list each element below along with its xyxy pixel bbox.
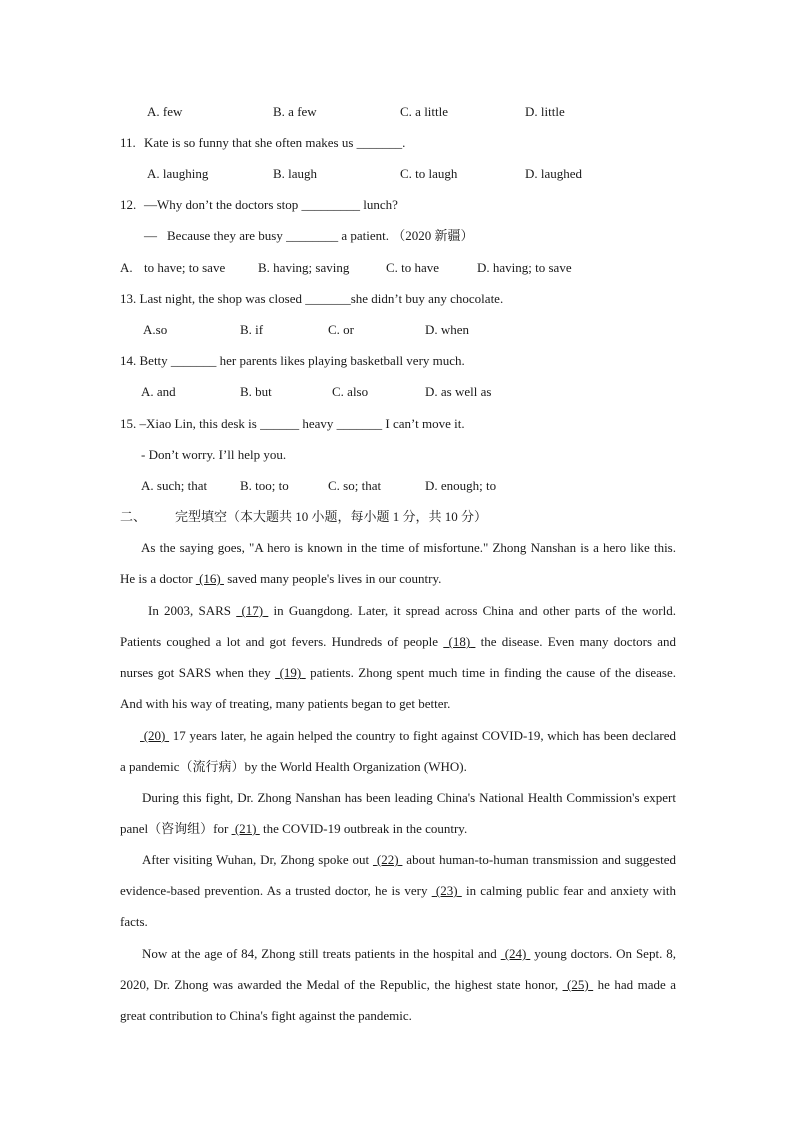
q12-option-c[interactable]: C. to have [386,260,440,275]
p4-text-a: During this fight, Dr. Zhong Nanshan has been leading China's National Health Commission's expert panel（咨询组）for [120,790,676,837]
blank-17[interactable] [236,603,268,618]
q12-option-a-letter: A. [120,260,133,275]
q12-number: 12. [120,197,137,212]
blank-16-label: (16) [199,571,221,587]
section-title: 完型填空（本大题共 10 小题，每小题 1 分，共 10 分） [175,509,488,524]
p4-text-c: the COVID-19 outbreak in the country. [259,821,468,837]
q12-stem: —Why don’t the doctors stop _________ lunch? [144,197,398,212]
blank-23[interactable] [432,883,462,898]
p6-text-a: Now at the age of 84, Zhong still treats patients in the hospital and [142,946,501,961]
q14-option-c[interactable]: C. also [332,384,369,399]
blank-25-label: (25) [567,977,589,993]
q15-option-c[interactable]: C. so; that [328,478,382,493]
q14-option-d[interactable]: D. as well as [425,384,492,399]
p5-text-d: in calming public fear and anxiety with facts. [120,883,677,930]
q11-option-d[interactable]: D. laughed [525,166,583,181]
q15-stem: 15. –Xiao Lin, this desk is ______ heavy _______ I can’t move it. [120,416,465,431]
q12-dialogue-dash: — [144,228,157,243]
q14-option-b[interactable]: B. but [240,384,272,399]
blank-16[interactable] [196,571,224,586]
passage-paragraph-4 [120,782,676,844]
p5-text-c: about human-to-human transmission and suggested evidence-based prevention. As a trusted doctor, he is very [120,852,677,899]
p1-text-c: saved many people's lives in our country. [223,571,442,587]
q13-option-a[interactable]: A.so [143,322,168,337]
blank-18[interactable] [443,634,475,649]
blank-24-label: (24) [504,946,527,961]
blank-17-label: (17) [241,603,264,618]
blank-24[interactable] [501,946,531,961]
passage-paragraph-2 [120,595,676,719]
p3-text-a: 17 years later, he again helped the country to fight against COVID-19, which has been declared a pandemic（流行病）by the World Health Organization (WHO). [120,728,677,775]
q12-dialogue: Because they are busy ________ a patient. （2020 新疆） [167,228,474,243]
blank-25[interactable] [563,977,594,992]
blank-22-label: (22) [376,852,399,867]
q13-option-d[interactable]: D. when [425,322,470,337]
passage-paragraph-5 [120,844,676,937]
q14-option-a[interactable]: A. and [141,384,176,399]
q11-option-b[interactable]: B. laugh [273,166,318,181]
blank-20-label: (20) [143,728,166,743]
q11-option-c[interactable]: C. to laugh [400,166,458,181]
blank-19[interactable] [275,665,306,680]
q13-option-c[interactable]: C. or [328,322,354,337]
p2-text-a: In 2003, SARS [148,603,237,618]
q11-number: 11. [120,135,136,150]
q13-stem: 13. Last night, the shop was closed _______she didn’t buy any chocolate. [120,291,504,306]
blank-21[interactable] [232,821,260,836]
q12-option-b[interactable]: B. having; saving [258,260,350,275]
q15-option-a[interactable]: A. such; that [141,478,208,493]
q15-option-b[interactable]: B. too; to [240,478,289,493]
blank-21-label: (21) [234,821,257,837]
p5-text-a: After visiting Wuhan, Dr, Zhong spoke out [142,852,373,867]
passage-paragraph-6 [120,938,676,1031]
p1-text-a: As the saying goes, "A hero is known in the time of misfortune." Zhong Nanshan is a hero like this. He is a doctor [120,540,676,587]
p6-text-d: he had made a great contribution to China's fight against the pandemic. [120,977,676,1024]
blank-22[interactable] [373,852,402,867]
p6-text-c: young doctors. On Sept. 8, 2020, Dr. Zhong was awarded the Medal of the Republic, the highest state honor, [120,946,677,993]
q10-option-a[interactable]: A. few [147,104,183,119]
q11-stem: Kate is so funny that she often makes us _______. [144,135,406,150]
blank-19-label: (19) [279,665,302,681]
q14-stem: 14. Betty _______ her parents likes playing basketball very much. [120,353,465,368]
p2-text-d: the disease. Even many doctors and nurses got SARS when they [120,634,676,681]
q15-reply: - Don’t worry. I’ll help you. [141,447,287,462]
passage-paragraph-1 [120,532,676,594]
q10-option-b[interactable]: B. a few [273,104,317,119]
blank-18-label: (18) [448,634,471,650]
q11-option-a[interactable]: A. laughing [147,166,209,181]
blank-20[interactable] [140,728,169,743]
q12-option-d[interactable]: D. having; to save [477,260,572,275]
p2-text-c: in Guangdong. Later, it spread across China and other parts of the world. Patients coughed a lot and got fevers. Hundreds of people [120,603,677,650]
q15-option-d[interactable]: D. enough; to [425,478,497,493]
q10-option-c[interactable]: C. a little [400,104,449,119]
q12-option-a[interactable]: to have; to save [144,260,226,275]
passage-paragraph-3 [120,720,676,782]
q13-option-b[interactable]: B. if [240,322,264,337]
section-number: 二、 [120,509,147,524]
p2-text-e: patients. Zhong spent much time in finding the cause of the disease. And with his way of treating, many patients began to get better. [120,665,677,712]
q10-option-d[interactable]: D. little [525,104,565,119]
blank-23-label: (23) [435,883,458,899]
